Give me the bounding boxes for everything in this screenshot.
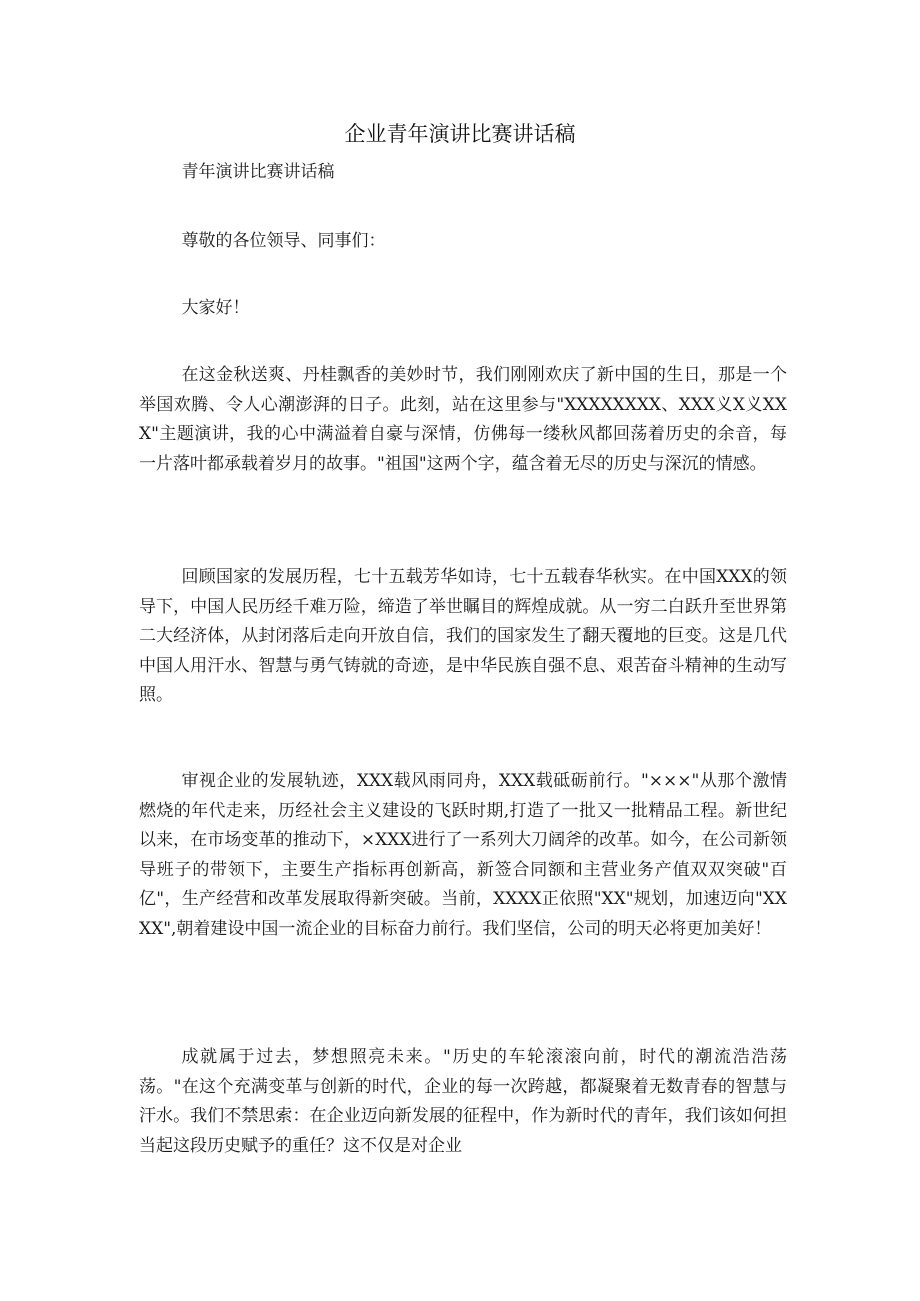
document-title: 企业青年演讲比赛讲话稿 (344, 122, 576, 146)
salutation: 尊敬的各位领导、同事们： (181, 231, 386, 251)
paragraph-3: 审视企业的发展轨迹，XXX载风雨同舟，XXX载砥砺前行。"×××"从那个激情燃烧的年代走来，历经社会主义建设的飞跃时期,打造了一批又一批精品工程。新世纪以来，在市场变革的推动下，×XXX进行了一系列大刀阔斧的改革。如今，在公司新领导班子的带领下，主要生产指标再创新高，新签合同额和主营业务产值双双突破"百亿"，生产经营和改革发展取得新突破。当前，XXXX正依照"XX"规划，加速迈向"XXXX",朝着建设中国一流企业的目标奋力前行。我们坚信，公司的明天必将更加美好！ (139, 771, 787, 939)
paragraph-1: 在这金秋送爽、丹桂飘香的美妙时节，我们刚刚欢庆了新中国的生日，那是一个举国欢腾、令人心潮澎湃的日子。此刻，站在这里参与"XXXXXXXX、XXX义X义XXX"主题演讲，我的心中满溢着自豪与深情，仿佛每一缕秋风都回荡着历史的余音，每一片落叶都承载着岁月的故事。"祖国"这两个字，蕴含着无尽的历史与深沉的情感。 (139, 365, 787, 474)
document-subtitle: 青年演讲比赛讲话稿 (181, 162, 335, 182)
paragraph-4: 成就属于过去，梦想照亮未来。"历史的车轮滚滚向前，时代的潮流浩浩荡荡。"在这个充满变革与创新的时代，企业的每一次跨越，都凝聚着无数青春的智慧与汗水。我们不禁思索：在企业迈向新发展的征程中，作为新时代的青年，我们该如何担当起这段历史赋予的重任？这不仅是对企业 (139, 1047, 787, 1156)
greeting: 大家好！ (181, 298, 250, 318)
paragraph-2: 回顾国家的发展历程，七十五载芳华如诗，七十五载春华秋实。在中国XXX的领导下，中国人民历经千难万险，缔造了举世瞩目的辉煌成就。从一穷二白跃升至世界第二大经济体，从封闭落后走向开放自信，我们的国家发生了翻天覆地的巨变。这是几代中国人用汗水、智慧与勇气铸就的奇迹，是中华民族自强不息、艰苦奋斗精神的生动写照。 (139, 567, 787, 705)
